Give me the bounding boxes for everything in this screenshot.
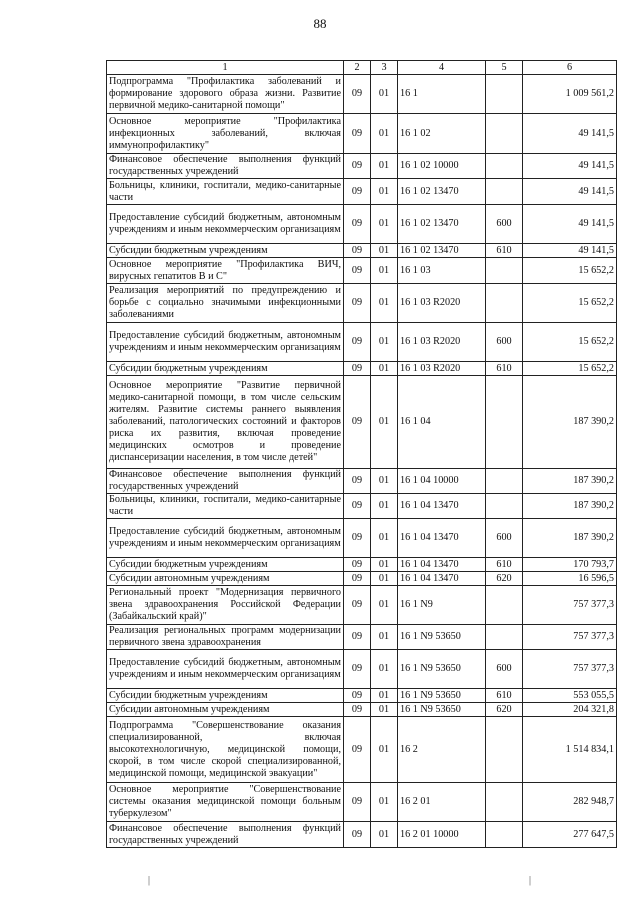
row-amount: 757 377,3 bbox=[523, 586, 617, 625]
row-expense-type bbox=[486, 822, 523, 848]
row-expense-type bbox=[486, 783, 523, 822]
table-row bbox=[107, 179, 617, 205]
row-name: Основное мероприятие "Развитие первичной медико-санитарной помощи, в том числе сельским жителям. Развитие системы раннего выявления заболеваний, патологических состояний и факторов риска их развития, включая проведение медицинских осмотров и проведение диспансеризации населения, в том числе детей" bbox=[107, 376, 344, 469]
row-expense-type: 600 bbox=[486, 519, 523, 558]
row-expense-type bbox=[486, 494, 523, 519]
row-expense-type: 610 bbox=[486, 244, 523, 258]
table-row bbox=[107, 783, 617, 822]
row-amount: 15 652,2 bbox=[523, 323, 617, 362]
row-subsection: 01 bbox=[371, 179, 398, 205]
row-name: Финансовое обеспечение выполнения функций государственных учреждений bbox=[107, 154, 344, 179]
row-target-code: 16 1 02 13470 bbox=[398, 205, 486, 244]
row-subsection: 01 bbox=[371, 258, 398, 284]
row-expense-type: 620 bbox=[486, 572, 523, 586]
row-subsection: 01 bbox=[371, 572, 398, 586]
row-subsection: 01 bbox=[371, 586, 398, 625]
row-target-code: 16 1 03 R2020 bbox=[398, 284, 486, 323]
footer-mark-right: | bbox=[529, 875, 532, 886]
row-expense-type bbox=[486, 154, 523, 179]
row-name: Основное мероприятие "Профилактика инфекционных заболеваний, включая иммунопрофилактику" bbox=[107, 114, 344, 154]
table-row bbox=[107, 205, 617, 244]
table-row bbox=[107, 469, 617, 494]
row-section: 09 bbox=[344, 284, 371, 323]
row-expense-type bbox=[486, 284, 523, 323]
row-subsection: 01 bbox=[371, 376, 398, 469]
row-amount: 16 596,5 bbox=[523, 572, 617, 586]
row-name: Реализация региональных программ модернизации первичного звена здравоохранения bbox=[107, 625, 344, 650]
footer-mark-left: | bbox=[148, 875, 151, 886]
row-section: 09 bbox=[344, 783, 371, 822]
row-target-code: 16 1 02 10000 bbox=[398, 154, 486, 179]
row-subsection: 01 bbox=[371, 154, 398, 179]
row-subsection: 01 bbox=[371, 558, 398, 572]
row-target-code: 16 1 02 bbox=[398, 114, 486, 154]
row-amount: 170 793,7 bbox=[523, 558, 617, 572]
row-expense-type bbox=[486, 376, 523, 469]
row-expense-type: 600 bbox=[486, 323, 523, 362]
table-row bbox=[107, 258, 617, 284]
row-expense-type: 620 bbox=[486, 703, 523, 717]
row-subsection: 01 bbox=[371, 469, 398, 494]
table-row bbox=[107, 114, 617, 154]
row-subsection: 01 bbox=[371, 205, 398, 244]
row-amount: 282 948,7 bbox=[523, 783, 617, 822]
row-target-code: 16 1 02 13470 bbox=[398, 244, 486, 258]
row-subsection: 01 bbox=[371, 717, 398, 783]
row-subsection: 01 bbox=[371, 650, 398, 689]
table-row bbox=[107, 625, 617, 650]
row-subsection: 01 bbox=[371, 323, 398, 362]
row-amount: 187 390,2 bbox=[523, 519, 617, 558]
row-section: 09 bbox=[344, 362, 371, 376]
row-subsection: 01 bbox=[371, 689, 398, 703]
column-header: 6 bbox=[523, 61, 617, 75]
row-section: 09 bbox=[344, 494, 371, 519]
row-expense-type bbox=[486, 179, 523, 205]
row-section: 09 bbox=[344, 689, 371, 703]
row-amount: 204 321,8 bbox=[523, 703, 617, 717]
row-target-code: 16 1 N9 53650 bbox=[398, 689, 486, 703]
row-amount: 553 055,5 bbox=[523, 689, 617, 703]
row-expense-type bbox=[486, 114, 523, 154]
row-target-code: 16 1 03 R2020 bbox=[398, 362, 486, 376]
row-section: 09 bbox=[344, 703, 371, 717]
table-row bbox=[107, 154, 617, 179]
budget-table bbox=[106, 60, 617, 848]
table-row bbox=[107, 558, 617, 572]
row-name: Предоставление субсидий бюджетным, автономным учреждениям и иным некоммерческим организациям bbox=[107, 519, 344, 558]
row-target-code: 16 1 bbox=[398, 75, 486, 114]
row-expense-type bbox=[486, 258, 523, 284]
row-name: Финансовое обеспечение выполнения функций государственных учреждений bbox=[107, 822, 344, 848]
row-expense-type: 610 bbox=[486, 362, 523, 376]
row-target-code: 16 1 N9 bbox=[398, 586, 486, 625]
column-header: 5 bbox=[486, 61, 523, 75]
row-section: 09 bbox=[344, 822, 371, 848]
row-expense-type: 610 bbox=[486, 689, 523, 703]
table-header-row bbox=[107, 61, 617, 75]
row-target-code: 16 1 04 13470 bbox=[398, 494, 486, 519]
row-section: 09 bbox=[344, 469, 371, 494]
row-target-code: 16 1 03 R2020 bbox=[398, 323, 486, 362]
table-row bbox=[107, 519, 617, 558]
row-name: Подпрограмма "Профилактика заболеваний и формирование здорового образа жизни. Развитие первичной медико-санитарной помощи" bbox=[107, 75, 344, 114]
row-subsection: 01 bbox=[371, 783, 398, 822]
row-amount: 49 141,5 bbox=[523, 114, 617, 154]
row-amount: 277 647,5 bbox=[523, 822, 617, 848]
row-name: Основное мероприятие "Совершенствование системы оказания медицинской помощи больным туберкулезом" bbox=[107, 783, 344, 822]
row-expense-type bbox=[486, 75, 523, 114]
row-section: 09 bbox=[344, 625, 371, 650]
row-section: 09 bbox=[344, 650, 371, 689]
row-amount: 15 652,2 bbox=[523, 284, 617, 323]
table-row bbox=[107, 689, 617, 703]
row-name: Субсидии бюджетным учреждениям bbox=[107, 362, 344, 376]
row-subsection: 01 bbox=[371, 114, 398, 154]
row-name: Основное мероприятие "Профилактика ВИЧ, вирусных гепатитов В и С" bbox=[107, 258, 344, 284]
row-name: Финансовое обеспечение выполнения функций государственных учреждений bbox=[107, 469, 344, 494]
row-section: 09 bbox=[344, 572, 371, 586]
row-section: 09 bbox=[344, 205, 371, 244]
row-section: 09 bbox=[344, 323, 371, 362]
row-subsection: 01 bbox=[371, 494, 398, 519]
row-name: Предоставление субсидий бюджетным, автономным учреждениям и иным некоммерческим организациям bbox=[107, 650, 344, 689]
column-header: 1 bbox=[107, 61, 344, 75]
row-subsection: 01 bbox=[371, 284, 398, 323]
row-name: Субсидии бюджетным учреждениям bbox=[107, 244, 344, 258]
row-expense-type bbox=[486, 469, 523, 494]
row-section: 09 bbox=[344, 75, 371, 114]
row-expense-type: 600 bbox=[486, 205, 523, 244]
table-row bbox=[107, 572, 617, 586]
row-section: 09 bbox=[344, 258, 371, 284]
row-section: 09 bbox=[344, 376, 371, 469]
table-row bbox=[107, 717, 617, 783]
table-row bbox=[107, 75, 617, 114]
row-amount: 757 377,3 bbox=[523, 650, 617, 689]
table-row bbox=[107, 494, 617, 519]
row-target-code: 16 2 bbox=[398, 717, 486, 783]
table-row bbox=[107, 362, 617, 376]
row-amount: 49 141,5 bbox=[523, 244, 617, 258]
row-section: 09 bbox=[344, 519, 371, 558]
row-target-code: 16 1 04 13470 bbox=[398, 558, 486, 572]
row-expense-type bbox=[486, 586, 523, 625]
page-number: 88 bbox=[313, 16, 327, 31]
row-name: Региональный проект "Модернизация первичного звена здравоохранения Российской Федерации (Забайкальский край)" bbox=[107, 586, 344, 625]
row-section: 09 bbox=[344, 558, 371, 572]
row-amount: 49 141,5 bbox=[523, 154, 617, 179]
row-expense-type bbox=[486, 717, 523, 783]
row-section: 09 bbox=[344, 114, 371, 154]
row-name: Реализация мероприятий по предупреждению и борьбе с социально значимыми инфекционными заболеваниями bbox=[107, 284, 344, 323]
row-name: Субсидии бюджетным учреждениям bbox=[107, 689, 344, 703]
row-subsection: 01 bbox=[371, 625, 398, 650]
row-subsection: 01 bbox=[371, 519, 398, 558]
row-name: Субсидии автономным учреждениям bbox=[107, 703, 344, 717]
row-target-code: 16 1 02 13470 bbox=[398, 179, 486, 205]
row-expense-type: 610 bbox=[486, 558, 523, 572]
table-row bbox=[107, 284, 617, 323]
row-name: Больницы, клиники, госпитали, медико-санитарные части bbox=[107, 494, 344, 519]
row-subsection: 01 bbox=[371, 822, 398, 848]
row-amount: 15 652,2 bbox=[523, 362, 617, 376]
row-expense-type: 600 bbox=[486, 650, 523, 689]
row-amount: 49 141,5 bbox=[523, 179, 617, 205]
column-header: 3 bbox=[371, 61, 398, 75]
column-header: 2 bbox=[344, 61, 371, 75]
column-header: 4 bbox=[398, 61, 486, 75]
row-target-code: 16 2 01 10000 bbox=[398, 822, 486, 848]
table-row bbox=[107, 650, 617, 689]
row-target-code: 16 1 04 13470 bbox=[398, 572, 486, 586]
row-target-code: 16 1 03 bbox=[398, 258, 486, 284]
row-target-code: 16 2 01 bbox=[398, 783, 486, 822]
row-subsection: 01 bbox=[371, 703, 398, 717]
row-section: 09 bbox=[344, 179, 371, 205]
row-section: 09 bbox=[344, 717, 371, 783]
table-row bbox=[107, 244, 617, 258]
row-amount: 1 514 834,1 bbox=[523, 717, 617, 783]
row-subsection: 01 bbox=[371, 362, 398, 376]
table-row bbox=[107, 822, 617, 848]
row-subsection: 01 bbox=[371, 75, 398, 114]
row-amount: 1 009 561,2 bbox=[523, 75, 617, 114]
row-name: Субсидии бюджетным учреждениям bbox=[107, 558, 344, 572]
row-section: 09 bbox=[344, 154, 371, 179]
row-name: Субсидии автономным учреждениям bbox=[107, 572, 344, 586]
row-name: Предоставление субсидий бюджетным, автономным учреждениям и иным некоммерческим организациям bbox=[107, 205, 344, 244]
row-amount: 15 652,2 bbox=[523, 258, 617, 284]
row-name: Больницы, клиники, госпитали, медико-санитарные части bbox=[107, 179, 344, 205]
row-name: Предоставление субсидий бюджетным, автономным учреждениям и иным некоммерческим организациям bbox=[107, 323, 344, 362]
table-row bbox=[107, 586, 617, 625]
table-row bbox=[107, 703, 617, 717]
row-target-code: 16 1 04 bbox=[398, 376, 486, 469]
row-amount: 49 141,5 bbox=[523, 205, 617, 244]
row-amount: 757 377,3 bbox=[523, 625, 617, 650]
row-target-code: 16 1 N9 53650 bbox=[398, 703, 486, 717]
row-section: 09 bbox=[344, 244, 371, 258]
row-amount: 187 390,2 bbox=[523, 376, 617, 469]
row-target-code: 16 1 04 10000 bbox=[398, 469, 486, 494]
row-target-code: 16 1 N9 53650 bbox=[398, 625, 486, 650]
row-section: 09 bbox=[344, 586, 371, 625]
row-expense-type bbox=[486, 625, 523, 650]
row-name: Подпрограмма "Совершенствование оказания специализированной, включая высокотехнологичную, медицинской помощи, скорой, в том числе скорой специализированной, медицинской помощи, медицинской эвакуации" bbox=[107, 717, 344, 783]
row-target-code: 16 1 04 13470 bbox=[398, 519, 486, 558]
row-subsection: 01 bbox=[371, 244, 398, 258]
row-amount: 187 390,2 bbox=[523, 494, 617, 519]
table-row bbox=[107, 376, 617, 469]
row-target-code: 16 1 N9 53650 bbox=[398, 650, 486, 689]
table-row bbox=[107, 323, 617, 362]
row-amount: 187 390,2 bbox=[523, 469, 617, 494]
